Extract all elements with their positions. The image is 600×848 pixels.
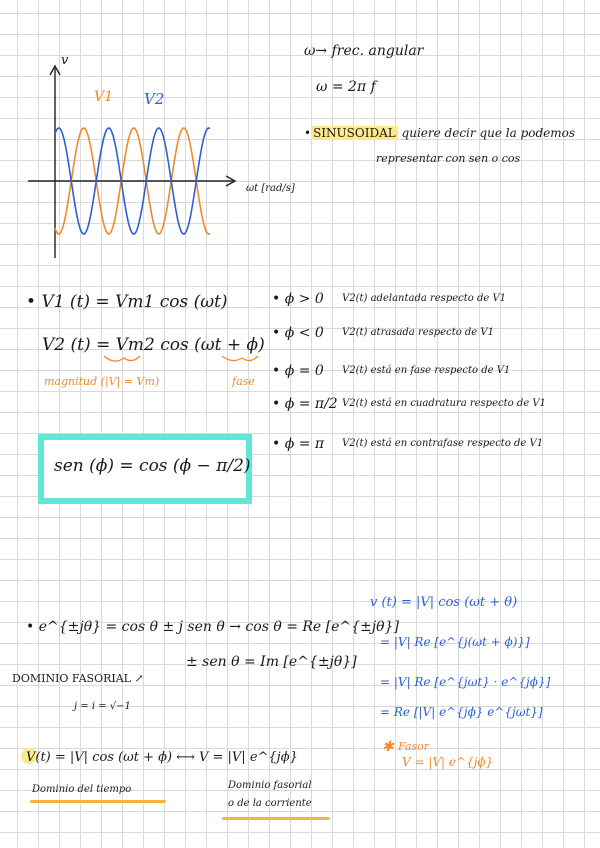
phase-condition: • ϕ = π/2 xyxy=(272,396,338,412)
time-domain-label: Dominio del tiempo xyxy=(32,784,132,795)
euler-sine: ± sen θ = Im [e^{±jθ}] xyxy=(186,654,357,670)
derivation-line-2: = |V| Re [e^{j(ωt + ϕ)}] xyxy=(380,635,530,649)
phase-description: V2(t) adelantada respecto de V1 xyxy=(342,293,507,304)
euler-line-1: e^{±jθ} = cos θ ± j sen θ → cos θ = Re [e^{±jθ}] xyxy=(38,619,399,635)
phase-note: fase xyxy=(232,375,255,388)
phasor-domain-underline xyxy=(222,817,330,820)
time-phasor-relation: V(t) = |V| cos (ωt + ϕ) ⟷ V = |V| e^{jϕ} xyxy=(26,750,298,765)
sinusoidal-title: SINUSOIDAL xyxy=(313,126,396,140)
phasor-domain-label-1: Dominio fasorial xyxy=(228,780,312,791)
phase-condition: • ϕ = π xyxy=(272,436,325,452)
phasor-domain-label-2: o de la corriente xyxy=(228,798,312,809)
star-icon: ✱ xyxy=(382,739,394,755)
derivation-line-4: = Re [|V| e^{jϕ} e^{jωt}] xyxy=(380,705,543,719)
derivation-line-3: = |V| Re [e^{jωt} · e^{jϕ}] xyxy=(380,675,551,689)
phase-brace xyxy=(222,356,258,361)
time-domain-underline xyxy=(30,800,166,803)
v1-definition: • V1 (t) = Vm1 cos (ωt) xyxy=(26,292,228,312)
phasor-domain-label: DOMINIO FASORIAL ↗ xyxy=(12,672,144,685)
magnitude-brace xyxy=(104,356,140,361)
fasor-label: Fasor xyxy=(398,740,429,753)
magnitude-note: magnitud (|V| = Vm) xyxy=(44,375,160,388)
j-definition: j = i = √−1 xyxy=(74,701,131,712)
fasor-formula: V = |V| e^{jϕ} xyxy=(402,755,494,769)
v1-label: V1 xyxy=(94,89,114,105)
sinusoidal-definition: • SINUSOIDAL quiere decir que la podemos xyxy=(304,126,576,140)
x-axis-label: ωt [rad/s] xyxy=(246,183,295,194)
sinusoidal-text-1: quiere decir que la podemos xyxy=(401,126,576,140)
phase-description: V2(t) está en contrafase respecto de V1 xyxy=(342,438,544,449)
phase-condition: • ϕ < 0 xyxy=(272,325,324,341)
omega-formula: ω = 2π f xyxy=(316,79,376,95)
euler-formula: • e^{±jθ} = cos θ ± j sen θ → cos θ = Re [e^{±jθ}] xyxy=(26,619,399,635)
v1-equation: V1 (t) = Vm1 cos (ωt) xyxy=(41,292,228,312)
phase-condition: • ϕ = 0 xyxy=(272,363,324,379)
angular-frequency-note: ω→ frec. angular xyxy=(304,43,424,59)
sinusoidal-text-2: representar con sen o cos xyxy=(376,152,521,165)
phase-description: V2(t) está en fase respecto de V1 xyxy=(342,365,511,376)
v2-definition: V2 (t) = Vm2 cos (ωt + ϕ) xyxy=(42,335,265,355)
sine-cosine-identity: sen (ϕ) = cos (ϕ − π/2) xyxy=(54,456,251,476)
derivation-line-1: v (t) = |V| cos (ωt + θ) xyxy=(370,595,518,610)
phase-condition: • ϕ > 0 xyxy=(272,291,324,307)
y-axis-label: v xyxy=(61,53,69,68)
phase-description: V2(t) atrasada respecto de V1 xyxy=(342,327,494,338)
phase-description: V2(t) está en cuadratura respecto de V1 xyxy=(342,398,546,409)
v2-label: V2 xyxy=(144,90,165,108)
